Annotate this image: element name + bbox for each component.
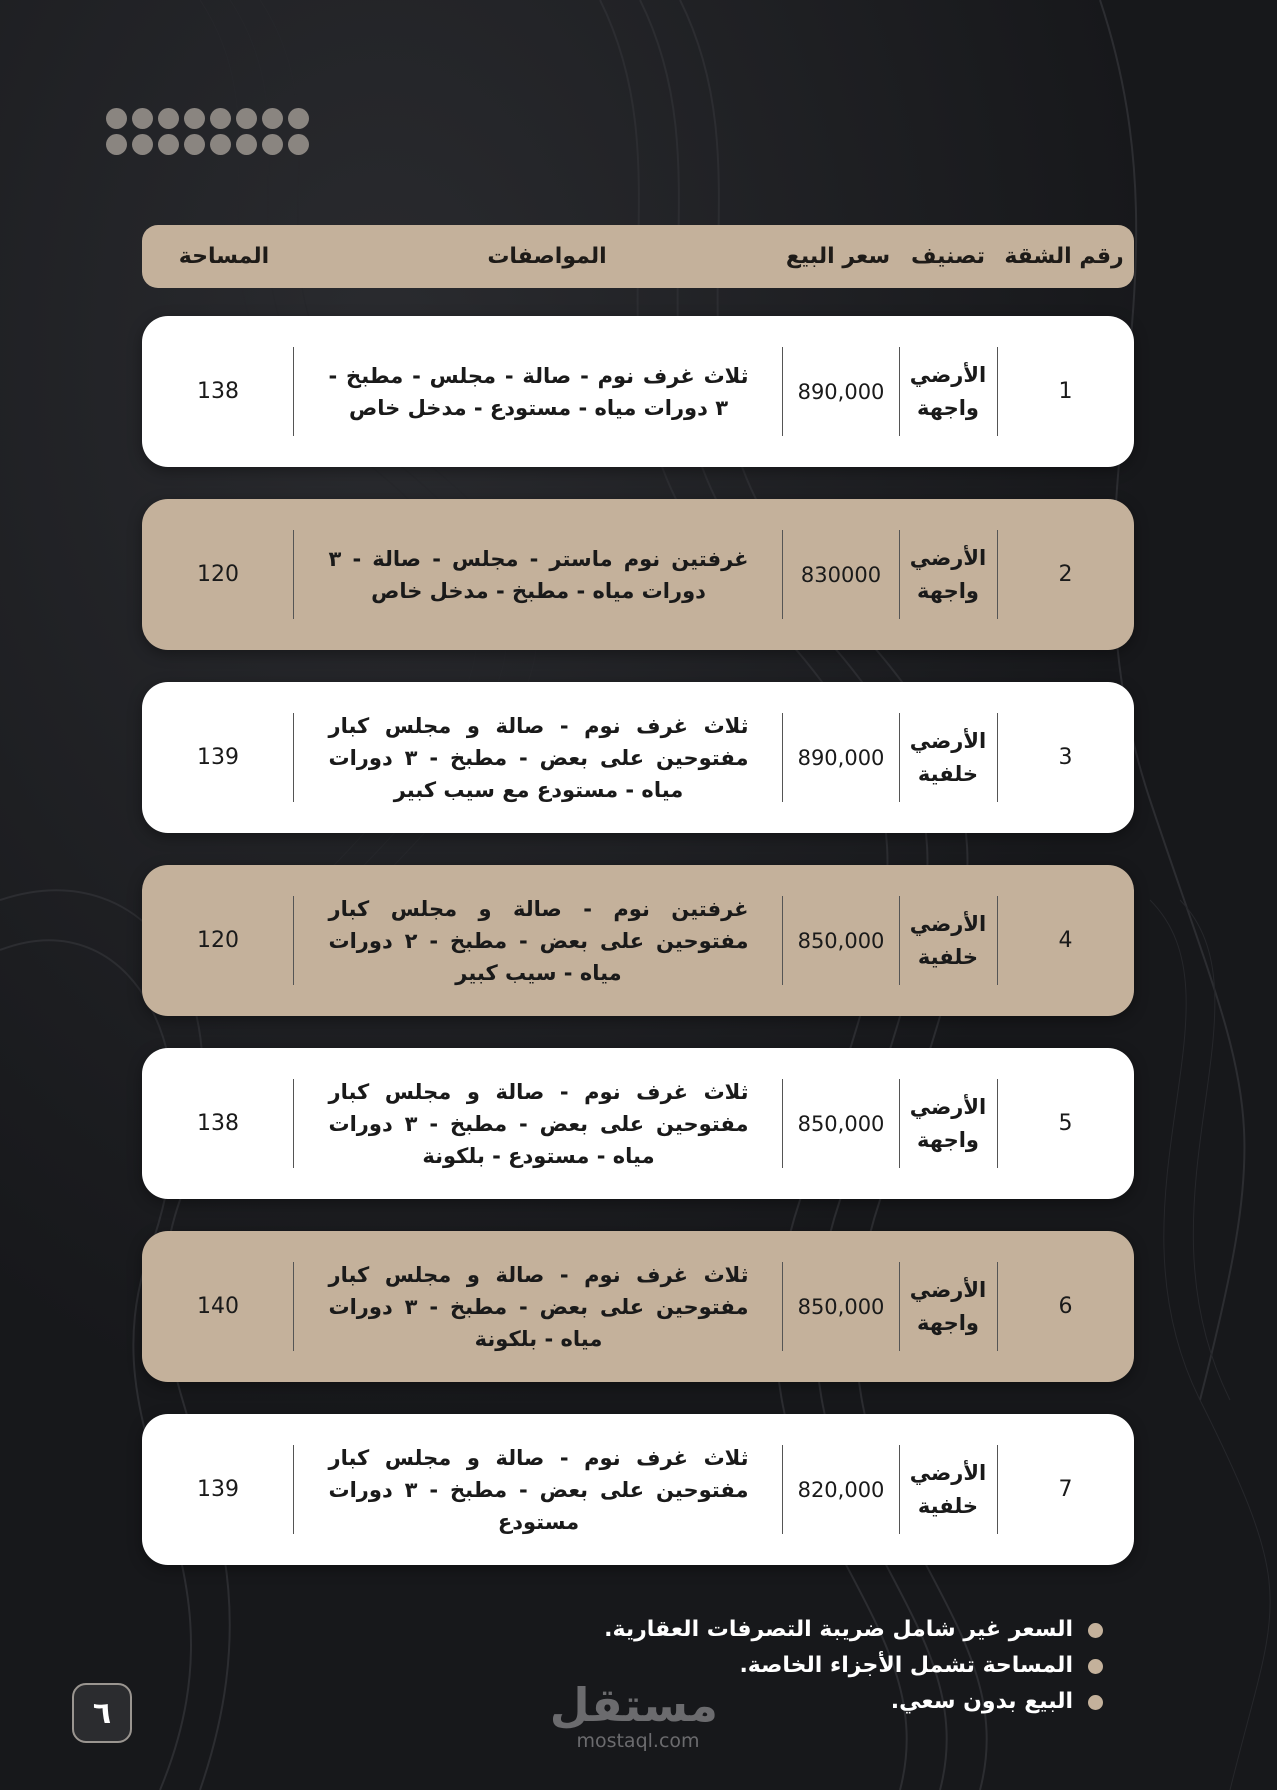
unit-area: 120 <box>197 928 239 953</box>
unit-specs: ثلاث غرف نوم - صالة و مجلس كبار مفتوحين على بعض - مطبخ - ٣ دورات مستودع <box>328 1445 749 1534</box>
table-row <box>142 865 1134 1016</box>
unit-price: 820,000 <box>797 1477 885 1502</box>
decorative-dot <box>210 134 231 155</box>
note-item: البيع بدون سعي. <box>503 1684 1103 1720</box>
bullet-icon <box>1088 1659 1103 1674</box>
unit-area: 138 <box>197 1111 239 1136</box>
unit-area: 120 <box>197 562 239 587</box>
unit-specs: غرفتين نوم - صالة و مجلس كبار مفتوحين على بعض - مطبخ - ٢ دورات مياه - سيب كبير <box>328 896 749 985</box>
mostaql-logo <box>549 1678 718 1760</box>
decorative-dot <box>106 134 127 155</box>
unit-number: 7 <box>1058 1477 1073 1502</box>
decorative-dot <box>236 134 257 155</box>
decorative-dot <box>158 108 179 129</box>
unit-specs: ثلاث غرف نوم - صالة و مجلس كبار مفتوحين على بعض - مطبخ - ٣ دورات مياه - بلكونة <box>328 1262 749 1351</box>
unit-specs: ثلاث غرف نوم - صالة - مجلس - مطبخ - ٣ دورات مياه - مستودع - مدخل خاص <box>328 363 749 420</box>
unit-classification: الأرضي خلفية <box>909 728 987 786</box>
table-row <box>142 316 1134 467</box>
unit-price: 850,000 <box>797 1111 885 1136</box>
unit-number: 2 <box>1058 562 1073 587</box>
decorative-dot <box>158 134 179 155</box>
column-divider <box>899 896 900 985</box>
table-row <box>142 1231 1134 1382</box>
decorative-dot <box>262 134 283 155</box>
unit-classification: الأرضي خلفية <box>909 1460 987 1518</box>
unit-classification: الأرضي واجهة <box>909 545 987 603</box>
unit-classification: الأرضي واجهة <box>909 1094 987 1152</box>
unit-number: 1 <box>1058 379 1073 404</box>
unit-area: 140 <box>197 1294 239 1319</box>
unit-number: 5 <box>1058 1111 1073 1136</box>
decorative-dot <box>288 134 309 155</box>
decorative-dot <box>184 134 205 155</box>
unit-price: 890,000 <box>797 379 885 404</box>
column-divider <box>997 1262 998 1351</box>
unit-price: 890,000 <box>797 745 885 770</box>
bullet-icon <box>1088 1623 1103 1638</box>
header-specs: المواصفات <box>487 244 607 269</box>
note-item: المساحة تشمل الأجزاء الخاصة. <box>503 1648 1103 1684</box>
column-divider <box>899 713 900 802</box>
unit-specs-cell <box>294 865 783 1016</box>
unit-price: 850,000 <box>797 1294 885 1319</box>
table-row <box>142 1414 1134 1565</box>
table-row <box>142 499 1134 650</box>
unit-area: 138 <box>197 379 239 404</box>
decorative-dot <box>132 134 153 155</box>
unit-number: 6 <box>1058 1294 1073 1319</box>
decorative-dot <box>288 108 309 129</box>
table-header <box>142 225 1134 288</box>
column-divider <box>997 713 998 802</box>
decorative-dot <box>236 108 257 129</box>
decorative-dot <box>184 108 205 129</box>
unit-specs-cell <box>294 499 783 650</box>
unit-classification: الأرضي واجهة <box>909 362 987 420</box>
decorative-dot <box>132 108 153 129</box>
column-divider <box>997 1445 998 1534</box>
header-price: سعر البيع <box>785 244 891 269</box>
unit-classification: الأرضي خلفية <box>909 911 987 969</box>
column-divider <box>899 1079 900 1168</box>
unit-specs: غرفتين نوم ماستر - مجلس - صالة - ٣ دورات مياه - مطبخ - مدخل خاص <box>328 546 749 603</box>
table-row <box>142 1048 1134 1199</box>
unit-classification: الأرضي واجهة <box>909 1277 987 1335</box>
decorative-dot <box>106 108 127 129</box>
unit-number: 4 <box>1058 928 1073 953</box>
unit-specs-cell <box>294 1231 783 1382</box>
unit-specs-cell <box>294 682 783 833</box>
column-divider <box>997 347 998 436</box>
unit-specs-cell <box>294 1414 783 1565</box>
unit-price: 830000 <box>800 562 882 587</box>
decorative-dot <box>262 108 283 129</box>
column-divider <box>997 896 998 985</box>
logo-latin-text: mostaql.com <box>576 1730 700 1752</box>
unit-specs: ثلاث غرف نوم - صالة و مجلس كبار مفتوحين على بعض - مطبخ - ٣ دورات مياه - مستودع مع سيب كبير <box>328 713 749 802</box>
logo-arabic-text: مستقل <box>549 1678 718 1732</box>
column-divider <box>899 1445 900 1534</box>
decorative-dot-grid <box>106 108 316 158</box>
column-divider <box>997 530 998 619</box>
unit-specs-cell <box>294 1048 783 1199</box>
unit-number: 3 <box>1058 745 1073 770</box>
column-divider <box>899 347 900 436</box>
unit-specs: ثلاث غرف نوم - صالة و مجلس كبار مفتوحين على بعض - مطبخ - ٣ دورات مياه - مستودع - بلكونة <box>328 1079 749 1168</box>
column-divider <box>997 1079 998 1168</box>
column-divider <box>899 530 900 619</box>
column-divider <box>899 1262 900 1351</box>
header-unit-number: رقم الشقة <box>1004 244 1124 269</box>
header-area: المساحة <box>178 244 270 269</box>
unit-specs-cell <box>294 316 783 467</box>
unit-price: 850,000 <box>797 928 885 953</box>
note-item: السعر غير شامل ضريبة التصرفات العقارية. <box>503 1612 1103 1648</box>
unit-area: 139 <box>197 1477 239 1502</box>
unit-area: 139 <box>197 745 239 770</box>
page-number: ٦ <box>72 1683 132 1743</box>
bullet-icon <box>1088 1695 1103 1710</box>
table-row <box>142 682 1134 833</box>
decorative-dot <box>210 108 231 129</box>
header-classification: تصنيف <box>910 244 986 269</box>
